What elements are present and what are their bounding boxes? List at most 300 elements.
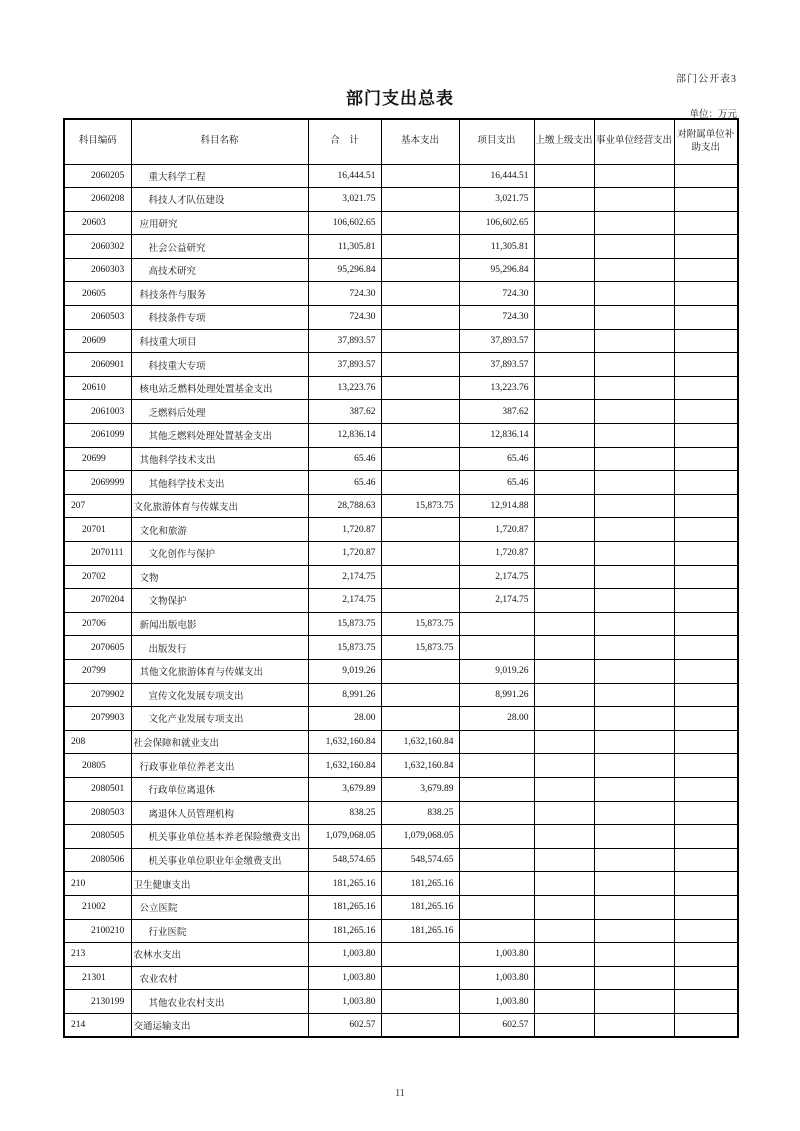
cell-total: 1,632,160.84 bbox=[308, 730, 381, 754]
table-row bbox=[64, 471, 738, 495]
cell-subsidy bbox=[674, 211, 738, 235]
cell-operating bbox=[594, 471, 674, 495]
table-row bbox=[64, 282, 738, 306]
cell-subject-name: 文化和旅游 bbox=[131, 518, 308, 542]
table-row bbox=[64, 730, 738, 754]
cell-subsidy bbox=[674, 872, 738, 896]
cell-basic: 3,679.89 bbox=[381, 777, 459, 801]
cell-project: 95,296.84 bbox=[459, 258, 534, 282]
cell-basic: 15,873.75 bbox=[381, 494, 459, 518]
table-row bbox=[64, 872, 738, 896]
header-basic-expenditure: 基本支出 bbox=[381, 119, 459, 164]
cell-subject-code: 2080506 bbox=[64, 848, 131, 872]
cell-basic: 548,574.65 bbox=[381, 848, 459, 872]
cell-upper-level bbox=[534, 235, 594, 259]
cell-upper-level bbox=[534, 211, 594, 235]
cell-subject-name: 科技重大专项 bbox=[131, 353, 308, 377]
cell-subject-name: 文化旅游体育与传媒支出 bbox=[131, 494, 308, 518]
cell-project bbox=[459, 848, 534, 872]
cell-subject-code: 2060205 bbox=[64, 164, 131, 188]
cell-project bbox=[459, 872, 534, 896]
cell-basic bbox=[381, 943, 459, 967]
cell-basic bbox=[381, 424, 459, 448]
cell-upper-level bbox=[534, 282, 594, 306]
table-header-row bbox=[64, 119, 738, 164]
header-project-expenditure: 项目支出 bbox=[459, 119, 534, 164]
cell-operating bbox=[594, 353, 674, 377]
cell-upper-level bbox=[534, 329, 594, 353]
cell-total: 13,223.76 bbox=[308, 376, 381, 400]
cell-subject-name: 科技人才队伍建设 bbox=[131, 188, 308, 212]
cell-upper-level bbox=[534, 306, 594, 330]
cell-subsidy bbox=[674, 754, 738, 778]
cell-total: 1,720.87 bbox=[308, 542, 381, 566]
table-row bbox=[64, 164, 738, 188]
cell-upper-level bbox=[534, 400, 594, 424]
cell-subject-name: 其他科学技术支出 bbox=[131, 471, 308, 495]
cell-basic: 1,632,160.84 bbox=[381, 730, 459, 754]
cell-subject-name: 离退休人员管理机构 bbox=[131, 801, 308, 825]
cell-subject-name: 其他乏燃料处理处置基金支出 bbox=[131, 424, 308, 448]
table-row bbox=[64, 777, 738, 801]
expenditure-summary-table bbox=[63, 118, 739, 1038]
cell-project: 13,223.76 bbox=[459, 376, 534, 400]
cell-subject-name: 行政单位离退休 bbox=[131, 777, 308, 801]
cell-project: 8,991.26 bbox=[459, 683, 534, 707]
cell-subsidy bbox=[674, 636, 738, 660]
cell-total: 1,632,160.84 bbox=[308, 754, 381, 778]
page-title: 部门支出总表 bbox=[346, 89, 454, 108]
cell-subject-code: 2060503 bbox=[64, 306, 131, 330]
table-row bbox=[64, 990, 738, 1014]
page-number: 11 bbox=[395, 1088, 405, 1099]
cell-operating bbox=[594, 494, 674, 518]
cell-operating bbox=[594, 400, 674, 424]
cell-basic bbox=[381, 164, 459, 188]
cell-upper-level bbox=[534, 848, 594, 872]
cell-subject-name: 交通运输支出 bbox=[131, 1013, 308, 1037]
cell-subject-name: 高技术研究 bbox=[131, 258, 308, 282]
cell-total: 15,873.75 bbox=[308, 636, 381, 660]
table-body bbox=[64, 164, 738, 1037]
cell-total: 65.46 bbox=[308, 447, 381, 471]
cell-project: 1,003.80 bbox=[459, 943, 534, 967]
cell-upper-level bbox=[534, 683, 594, 707]
cell-subject-code: 20603 bbox=[64, 211, 131, 235]
cell-subsidy bbox=[674, 447, 738, 471]
cell-total: 3,021.75 bbox=[308, 188, 381, 212]
cell-total: 387.62 bbox=[308, 400, 381, 424]
cell-operating bbox=[594, 235, 674, 259]
cell-project: 12,914.88 bbox=[459, 494, 534, 518]
cell-upper-level bbox=[534, 636, 594, 660]
cell-subject-name: 行政事业单位养老支出 bbox=[131, 754, 308, 778]
cell-project: 602.57 bbox=[459, 1013, 534, 1037]
cell-basic bbox=[381, 659, 459, 683]
cell-operating bbox=[594, 612, 674, 636]
cell-subsidy bbox=[674, 943, 738, 967]
cell-subject-name: 机关事业单位职业年金缴费支出 bbox=[131, 848, 308, 872]
cell-total: 1,003.80 bbox=[308, 966, 381, 990]
cell-basic: 181,265.16 bbox=[381, 919, 459, 943]
cell-operating bbox=[594, 801, 674, 825]
header-subject-code: 科目编码 bbox=[64, 119, 131, 164]
table-row bbox=[64, 542, 738, 566]
table-row bbox=[64, 966, 738, 990]
cell-project bbox=[459, 612, 534, 636]
cell-upper-level bbox=[534, 777, 594, 801]
cell-operating bbox=[594, 188, 674, 212]
cell-subsidy bbox=[674, 1013, 738, 1037]
cell-basic bbox=[381, 376, 459, 400]
cell-upper-level bbox=[534, 966, 594, 990]
cell-subject-name: 应用研究 bbox=[131, 211, 308, 235]
cell-total: 602.57 bbox=[308, 1013, 381, 1037]
cell-subject-code: 20701 bbox=[64, 518, 131, 542]
cell-operating bbox=[594, 211, 674, 235]
cell-subject-code: 2070605 bbox=[64, 636, 131, 660]
cell-upper-level bbox=[534, 895, 594, 919]
cell-subject-code: 210 bbox=[64, 872, 131, 896]
cell-operating bbox=[594, 754, 674, 778]
cell-total: 838.25 bbox=[308, 801, 381, 825]
cell-upper-level bbox=[534, 872, 594, 896]
table-row bbox=[64, 211, 738, 235]
cell-total: 2,174.75 bbox=[308, 589, 381, 613]
table-row bbox=[64, 518, 738, 542]
cell-operating bbox=[594, 424, 674, 448]
cell-subject-code: 207 bbox=[64, 494, 131, 518]
cell-project: 387.62 bbox=[459, 400, 534, 424]
cell-project: 724.30 bbox=[459, 282, 534, 306]
cell-basic bbox=[381, 683, 459, 707]
cell-subject-code: 2061099 bbox=[64, 424, 131, 448]
cell-total: 95,296.84 bbox=[308, 258, 381, 282]
cell-basic bbox=[381, 329, 459, 353]
cell-subject-name: 农业农村 bbox=[131, 966, 308, 990]
unit-label: 单位：万元 bbox=[689, 110, 737, 120]
cell-subject-code: 2060302 bbox=[64, 235, 131, 259]
cell-basic bbox=[381, 471, 459, 495]
cell-subsidy bbox=[674, 612, 738, 636]
cell-subject-code: 213 bbox=[64, 943, 131, 967]
cell-subject-name: 出版发行 bbox=[131, 636, 308, 660]
cell-upper-level bbox=[534, 1013, 594, 1037]
table-row bbox=[64, 801, 738, 825]
cell-operating bbox=[594, 447, 674, 471]
cell-operating bbox=[594, 966, 674, 990]
cell-project: 1,720.87 bbox=[459, 542, 534, 566]
cell-subject-code: 21002 bbox=[64, 895, 131, 919]
header-operating-expenditure: 事业单位经营支出 bbox=[594, 119, 674, 164]
cell-subsidy bbox=[674, 188, 738, 212]
cell-operating bbox=[594, 518, 674, 542]
cell-total: 1,003.80 bbox=[308, 990, 381, 1014]
cell-subject-code: 20610 bbox=[64, 376, 131, 400]
cell-operating bbox=[594, 306, 674, 330]
cell-project: 2,174.75 bbox=[459, 589, 534, 613]
cell-basic bbox=[381, 589, 459, 613]
cell-total: 724.30 bbox=[308, 282, 381, 306]
cell-subsidy bbox=[674, 424, 738, 448]
cell-upper-level bbox=[534, 188, 594, 212]
table-row bbox=[64, 848, 738, 872]
cell-upper-level bbox=[534, 376, 594, 400]
cell-project: 37,893.57 bbox=[459, 329, 534, 353]
cell-subsidy bbox=[674, 683, 738, 707]
cell-upper-level bbox=[534, 612, 594, 636]
cell-basic bbox=[381, 282, 459, 306]
cell-upper-level bbox=[534, 943, 594, 967]
cell-project: 28.00 bbox=[459, 707, 534, 731]
cell-operating bbox=[594, 258, 674, 282]
cell-subject-name: 重大科学工程 bbox=[131, 164, 308, 188]
cell-operating bbox=[594, 730, 674, 754]
table-row bbox=[64, 659, 738, 683]
cell-subject-name: 社会保障和就业支出 bbox=[131, 730, 308, 754]
cell-subject-name: 其他文化旅游体育与传媒支出 bbox=[131, 659, 308, 683]
cell-subject-name: 宣传文化发展专项支出 bbox=[131, 683, 308, 707]
cell-subject-name: 科技重大项目 bbox=[131, 329, 308, 353]
cell-basic: 15,873.75 bbox=[381, 636, 459, 660]
cell-basic bbox=[381, 258, 459, 282]
table-row bbox=[64, 424, 738, 448]
cell-subject-code: 2070204 bbox=[64, 589, 131, 613]
cell-project bbox=[459, 919, 534, 943]
cell-operating bbox=[594, 565, 674, 589]
cell-basic bbox=[381, 565, 459, 589]
cell-basic: 181,265.16 bbox=[381, 872, 459, 896]
table-row bbox=[64, 447, 738, 471]
cell-subject-code: 20609 bbox=[64, 329, 131, 353]
cell-basic: 838.25 bbox=[381, 801, 459, 825]
table-row bbox=[64, 589, 738, 613]
cell-project: 724.30 bbox=[459, 306, 534, 330]
cell-subject-name: 科技条件与服务 bbox=[131, 282, 308, 306]
cell-upper-level bbox=[534, 471, 594, 495]
cell-subsidy bbox=[674, 589, 738, 613]
cell-operating bbox=[594, 895, 674, 919]
cell-subsidy bbox=[674, 777, 738, 801]
cell-subsidy bbox=[674, 542, 738, 566]
cell-subject-code: 2079902 bbox=[64, 683, 131, 707]
header-subject-name: 科目名称 bbox=[131, 119, 308, 164]
table-row bbox=[64, 943, 738, 967]
cell-subject-name: 公立医院 bbox=[131, 895, 308, 919]
cell-project bbox=[459, 754, 534, 778]
table-row bbox=[64, 235, 738, 259]
cell-subsidy bbox=[674, 164, 738, 188]
cell-basic bbox=[381, 211, 459, 235]
cell-basic bbox=[381, 707, 459, 731]
cell-subject-code: 20702 bbox=[64, 565, 131, 589]
cell-basic bbox=[381, 235, 459, 259]
cell-total: 548,574.65 bbox=[308, 848, 381, 872]
cell-operating bbox=[594, 659, 674, 683]
cell-subject-name: 文物保护 bbox=[131, 589, 308, 613]
header-total: 合 计 bbox=[308, 119, 381, 164]
cell-upper-level bbox=[534, 518, 594, 542]
cell-subject-code: 2060901 bbox=[64, 353, 131, 377]
cell-upper-level bbox=[534, 447, 594, 471]
cell-basic bbox=[381, 990, 459, 1014]
cell-subject-name: 新闻出版电影 bbox=[131, 612, 308, 636]
cell-subsidy bbox=[674, 471, 738, 495]
cell-upper-level bbox=[534, 659, 594, 683]
cell-project: 106,602.65 bbox=[459, 211, 534, 235]
cell-subject-code: 2079903 bbox=[64, 707, 131, 731]
cell-operating bbox=[594, 589, 674, 613]
cell-upper-level bbox=[534, 990, 594, 1014]
cell-subsidy bbox=[674, 282, 738, 306]
cell-operating bbox=[594, 164, 674, 188]
cell-project: 9,019.26 bbox=[459, 659, 534, 683]
cell-subject-code: 2070111 bbox=[64, 542, 131, 566]
cell-upper-level bbox=[534, 801, 594, 825]
cell-upper-level bbox=[534, 707, 594, 731]
cell-basic bbox=[381, 353, 459, 377]
cell-subject-name: 其他科学技术支出 bbox=[131, 447, 308, 471]
cell-subsidy bbox=[674, 329, 738, 353]
cell-upper-level bbox=[534, 258, 594, 282]
cell-subject-code: 208 bbox=[64, 730, 131, 754]
cell-subsidy bbox=[674, 235, 738, 259]
cell-basic bbox=[381, 188, 459, 212]
cell-subject-name: 核电站乏燃料处理处置基金支出 bbox=[131, 376, 308, 400]
cell-basic bbox=[381, 447, 459, 471]
cell-project: 11,305.81 bbox=[459, 235, 534, 259]
cell-subsidy bbox=[674, 258, 738, 282]
cell-operating bbox=[594, 872, 674, 896]
cell-subsidy bbox=[674, 659, 738, 683]
cell-project bbox=[459, 777, 534, 801]
cell-subsidy bbox=[674, 400, 738, 424]
cell-subject-name: 文化创作与保护 bbox=[131, 542, 308, 566]
cell-upper-level bbox=[534, 754, 594, 778]
cell-subsidy bbox=[674, 919, 738, 943]
cell-subsidy bbox=[674, 306, 738, 330]
cell-subject-code: 2069999 bbox=[64, 471, 131, 495]
cell-operating bbox=[594, 376, 674, 400]
cell-subject-name: 机关事业单位基本养老保险缴费支出 bbox=[131, 825, 308, 849]
table-row bbox=[64, 683, 738, 707]
cell-basic: 181,265.16 bbox=[381, 895, 459, 919]
cell-subject-code: 20805 bbox=[64, 754, 131, 778]
cell-total: 1,720.87 bbox=[308, 518, 381, 542]
cell-total: 106,602.65 bbox=[308, 211, 381, 235]
table-row bbox=[64, 258, 738, 282]
cell-subject-code: 2080505 bbox=[64, 825, 131, 849]
cell-subject-name: 文物 bbox=[131, 565, 308, 589]
table-row bbox=[64, 707, 738, 731]
cell-project: 65.46 bbox=[459, 471, 534, 495]
cell-project: 2,174.75 bbox=[459, 565, 534, 589]
cell-operating bbox=[594, 707, 674, 731]
cell-subject-name: 社会公益研究 bbox=[131, 235, 308, 259]
table-row bbox=[64, 353, 738, 377]
table-row bbox=[64, 919, 738, 943]
table-row bbox=[64, 494, 738, 518]
cell-basic bbox=[381, 966, 459, 990]
cell-basic: 1,632,160.84 bbox=[381, 754, 459, 778]
cell-project: 65.46 bbox=[459, 447, 534, 471]
cell-subsidy bbox=[674, 990, 738, 1014]
cell-subsidy bbox=[674, 494, 738, 518]
cell-project bbox=[459, 730, 534, 754]
cell-project bbox=[459, 895, 534, 919]
cell-subject-code: 2061003 bbox=[64, 400, 131, 424]
cell-upper-level bbox=[534, 542, 594, 566]
cell-subject-code: 214 bbox=[64, 1013, 131, 1037]
cell-subject-code: 2080503 bbox=[64, 801, 131, 825]
cell-basic bbox=[381, 306, 459, 330]
cell-upper-level bbox=[534, 589, 594, 613]
table-row bbox=[64, 376, 738, 400]
cell-total: 8,991.26 bbox=[308, 683, 381, 707]
header-subsidy-expenditure: 对附属单位补助支出 bbox=[674, 119, 738, 164]
cell-project: 1,003.80 bbox=[459, 966, 534, 990]
cell-total: 1,079,068.05 bbox=[308, 825, 381, 849]
cell-operating bbox=[594, 1013, 674, 1037]
cell-operating bbox=[594, 542, 674, 566]
cell-operating bbox=[594, 777, 674, 801]
cell-upper-level bbox=[534, 565, 594, 589]
cell-total: 724.30 bbox=[308, 306, 381, 330]
cell-subsidy bbox=[674, 895, 738, 919]
cell-subject-code: 20699 bbox=[64, 447, 131, 471]
table-row bbox=[64, 825, 738, 849]
table-row bbox=[64, 895, 738, 919]
cell-total: 65.46 bbox=[308, 471, 381, 495]
cell-upper-level bbox=[534, 494, 594, 518]
cell-project bbox=[459, 801, 534, 825]
cell-subsidy bbox=[674, 966, 738, 990]
cell-total: 2,174.75 bbox=[308, 565, 381, 589]
cell-upper-level bbox=[534, 164, 594, 188]
cell-subject-code: 20706 bbox=[64, 612, 131, 636]
table-row bbox=[64, 188, 738, 212]
cell-project: 16,444.51 bbox=[459, 164, 534, 188]
table-row bbox=[64, 1013, 738, 1037]
cell-basic bbox=[381, 1013, 459, 1037]
cell-operating bbox=[594, 990, 674, 1014]
cell-upper-level bbox=[534, 424, 594, 448]
cell-operating bbox=[594, 848, 674, 872]
cell-total: 28,788.63 bbox=[308, 494, 381, 518]
cell-subject-name: 其他农业农村支出 bbox=[131, 990, 308, 1014]
table-row bbox=[64, 329, 738, 353]
cell-total: 16,444.51 bbox=[308, 164, 381, 188]
table-row bbox=[64, 565, 738, 589]
cell-subject-code: 20799 bbox=[64, 659, 131, 683]
cell-subsidy bbox=[674, 518, 738, 542]
cell-total: 181,265.16 bbox=[308, 872, 381, 896]
table-row bbox=[64, 754, 738, 778]
cell-operating bbox=[594, 683, 674, 707]
cell-total: 15,873.75 bbox=[308, 612, 381, 636]
cell-upper-level bbox=[534, 353, 594, 377]
cell-subject-name: 乏燃料后处理 bbox=[131, 400, 308, 424]
cell-basic bbox=[381, 542, 459, 566]
cell-subject-name: 文化产业发展专项支出 bbox=[131, 707, 308, 731]
cell-upper-level bbox=[534, 730, 594, 754]
cell-subject-code: 2060303 bbox=[64, 258, 131, 282]
cell-subject-name: 行业医院 bbox=[131, 919, 308, 943]
cell-subsidy bbox=[674, 565, 738, 589]
cell-operating bbox=[594, 825, 674, 849]
cell-operating bbox=[594, 329, 674, 353]
cell-operating bbox=[594, 943, 674, 967]
